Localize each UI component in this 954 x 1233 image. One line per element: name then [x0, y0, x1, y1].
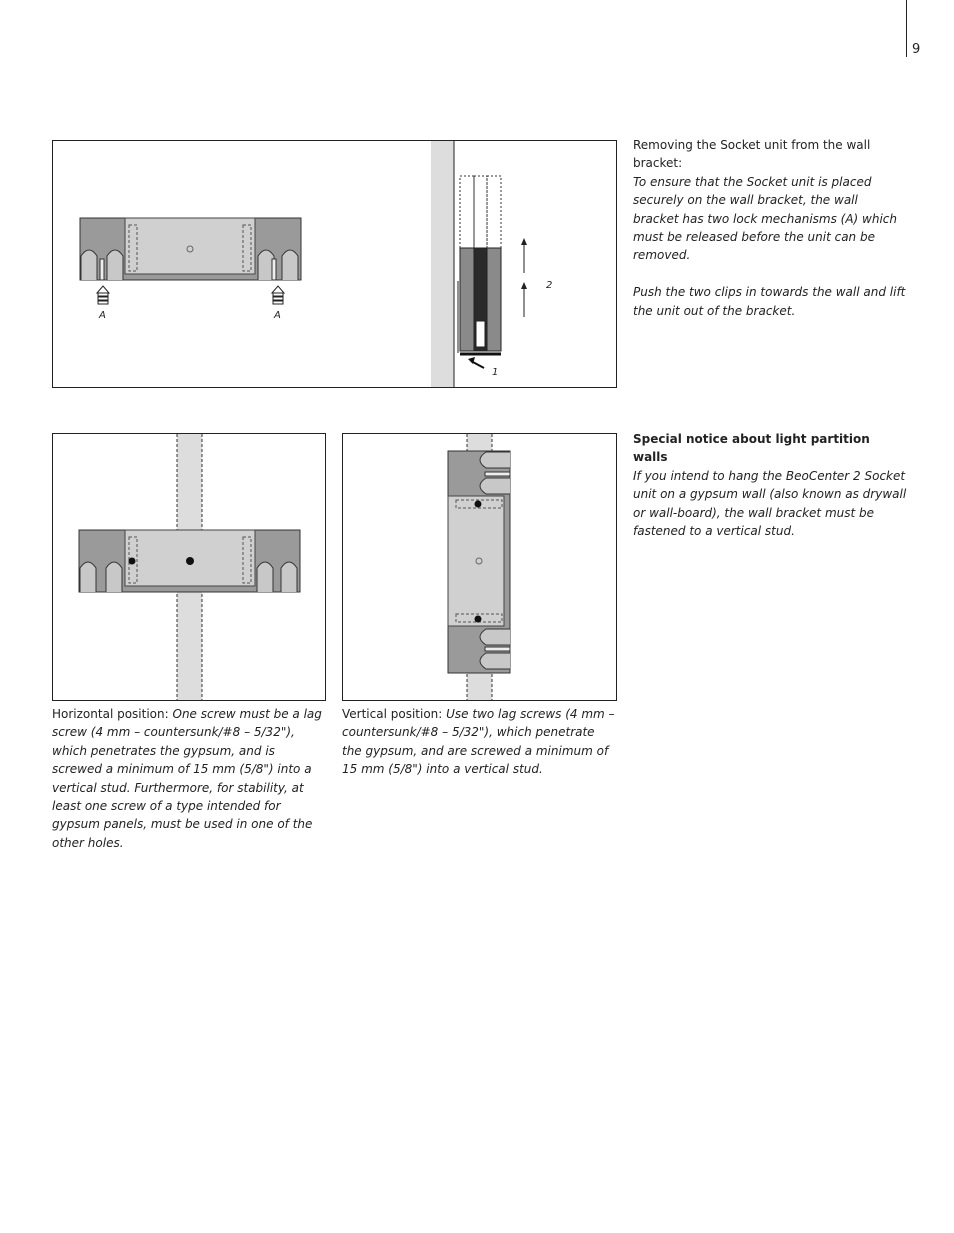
- special-notice-body: If you intend to hang the BeoCenter 2 Socket unit on a gypsum wall (also known as drywall or wall-board), the wall bracket must be fastened to a vertical stud.: [633, 468, 907, 539]
- vertical-position-diagram: [342, 433, 617, 701]
- special-notice-heading: Special notice about light partition walls: [633, 432, 870, 465]
- horizontal-position-label: Horizontal position:: [52, 707, 169, 721]
- vertical-position-label: Vertical position:: [342, 707, 443, 721]
- removing-instructions: [633, 136, 907, 320]
- removing-paragraph-2: Push the two clips in towards the wall and lift the unit out of the bracket.: [633, 285, 906, 318]
- page-number: 9: [912, 42, 921, 57]
- lock-label-left: A: [99, 310, 106, 321]
- vertical-position-caption: [342, 705, 618, 779]
- special-notice: [633, 430, 907, 540]
- step-2-label: 2: [546, 280, 553, 291]
- step-1-label: 1: [492, 367, 499, 378]
- removing-heading: Removing the Socket unit from the wall bracket:: [633, 138, 871, 171]
- bracket-release-diagram: [52, 140, 617, 388]
- vertical-bracket-illustration: [343, 434, 617, 701]
- lock-label-right: A: [274, 310, 281, 321]
- removing-paragraph-1: To ensure that the Socket unit is placed securely on the wall bracket, the wall bracket has two lock mechanisms (A) which must be released before the unit can be removed.: [633, 174, 898, 263]
- horizontal-bracket-illustration: [53, 434, 326, 701]
- horizontal-position-diagram: [52, 433, 326, 701]
- page-edge-rule: [906, 0, 907, 57]
- horizontal-position-caption: [52, 705, 328, 852]
- vertical-position-body: Use two lag screws (4 mm – countersunk/#8 – 5/32"), which penetrate the gypsum, and are screwed a minimum of 15 mm (5/8") into a vertical stud.: [342, 707, 615, 777]
- horizontal-position-body: One screw must be a lag screw (4 mm – countersunk/#8 – 5/32"), which penetrates the gypsum, and is screwed a minimum of 15 mm (5/8") into a vertical stud. Furthermore, for stability, at least one screw of a type intended for gypsum panels, must be used in one of the other holes.: [52, 707, 322, 850]
- bracket-release-illustration: [53, 141, 617, 388]
